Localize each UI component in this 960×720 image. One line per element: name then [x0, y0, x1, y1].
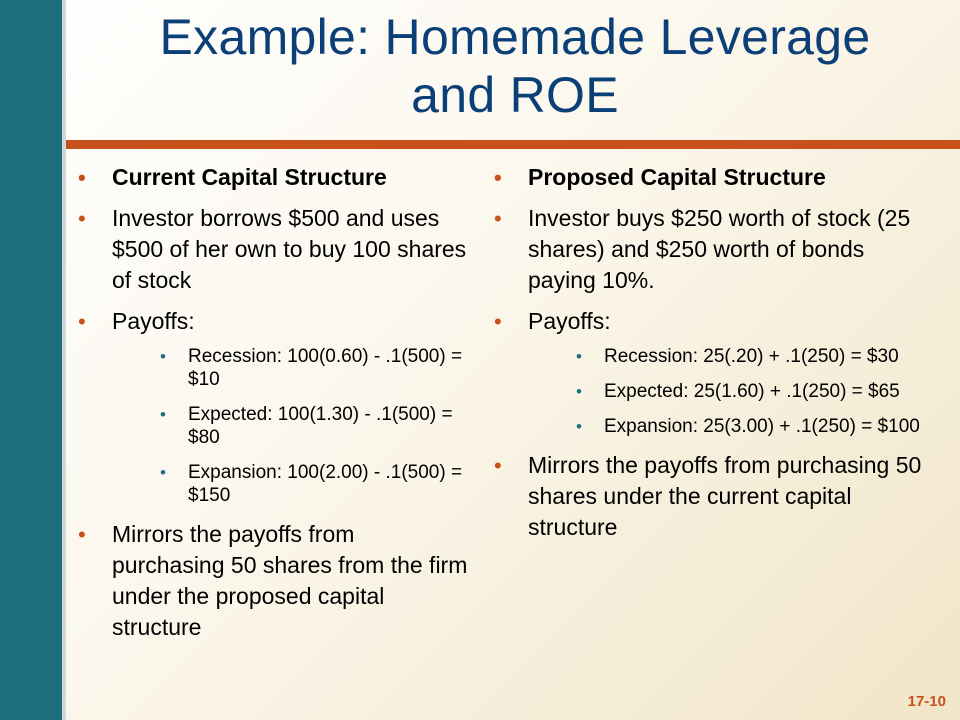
current-structure-list — [78, 162, 468, 643]
slide-title — [90, 8, 940, 124]
proposed-investor-point: • Investor buys $250 worth of stock (25 shares) and $250 worth of bonds paying 10%. — [494, 203, 934, 296]
title-divider — [66, 140, 960, 149]
proposed-payoff-expansion: • Expansion: 25(3.00) + .1(250) = $100 — [528, 415, 934, 438]
slide-number: 17-10 — [907, 693, 946, 710]
current-payoff-recession: • Recession: 100(0.60) - .1(500) = $10 — [112, 345, 468, 391]
current-payoffs-label: Payoffs: — [112, 308, 195, 334]
proposed-payoffs-item — [494, 306, 934, 438]
proposed-structure-list — [494, 162, 934, 543]
proposed-payoff-expected: • Expected: 25(1.60) + .1(250) = $65 — [528, 380, 934, 403]
current-structure-column — [78, 162, 468, 653]
title-line-2: and ROE — [411, 67, 619, 123]
proposed-payoff-recession: • Recession: 25(.20) + .1(250) = $30 — [528, 345, 934, 368]
proposed-structure-heading: • Proposed Capital Structure — [494, 162, 934, 193]
proposed-structure-column — [494, 162, 934, 553]
proposed-payoffs-label: Payoffs: — [528, 308, 611, 334]
current-mirror-point: • Mirrors the payoffs from purchasing 50 shares from the firm under the proposed capital structure — [78, 519, 468, 643]
title-line-1: Example: Homemade Leverage — [159, 9, 871, 65]
current-payoffs-item — [78, 306, 468, 507]
current-payoffs-list — [112, 345, 468, 507]
current-structure-heading: • Current Capital Structure — [78, 162, 468, 193]
current-payoff-expected: • Expected: 100(1.30) - .1(500) = $80 — [112, 403, 468, 449]
current-investor-point: • Investor borrows $500 and uses $500 of her own to buy 100 shares of stock — [78, 203, 468, 296]
proposed-payoffs-list — [528, 345, 934, 438]
left-accent-edge — [62, 0, 66, 720]
proposed-mirror-point: • Mirrors the payoffs from purchasing 50 shares under the current capital structure — [494, 450, 934, 543]
left-accent-bar — [0, 0, 62, 720]
current-payoff-expansion: • Expansion: 100(2.00) - .1(500) = $150 — [112, 461, 468, 507]
